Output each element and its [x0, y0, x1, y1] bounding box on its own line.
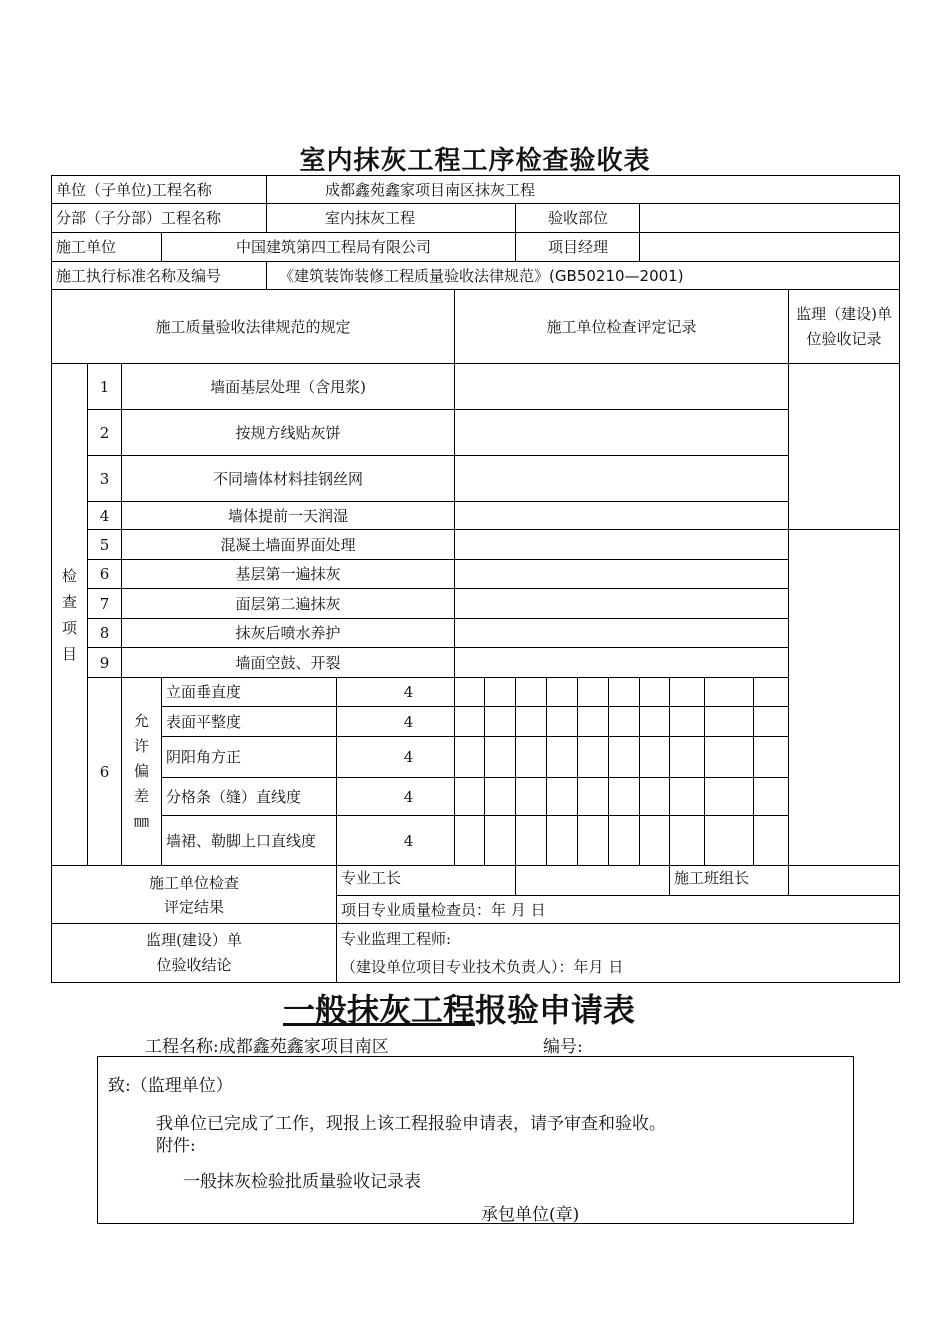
measure-cell[interactable] — [670, 778, 705, 816]
item-record — [455, 648, 789, 678]
team-leader-label: 施工班组长 — [670, 866, 789, 896]
item-record — [455, 530, 789, 560]
col-spec-header: 施工质量验收法律规范的规定 — [52, 290, 455, 364]
addressee: 致:（监理单位） — [108, 1076, 233, 1096]
item-text: 墙面基层处理（含甩浆) — [122, 364, 455, 410]
project-manager-value — [640, 233, 900, 262]
sub-project-value: 室内抹灰工程 — [267, 204, 516, 233]
request-box — [97, 1056, 854, 1224]
measure-cell[interactable] — [578, 678, 609, 707]
table-row — [52, 233, 900, 262]
table-row — [52, 364, 900, 410]
measure-cell[interactable] — [640, 707, 670, 737]
item-no: 5 — [88, 530, 122, 560]
measure-cell[interactable] — [485, 707, 516, 737]
measure-cell[interactable] — [754, 778, 789, 816]
item-record — [455, 589, 789, 619]
measure-cell[interactable] — [754, 678, 789, 707]
item-text: 墙体提前一天润湿 — [122, 502, 455, 530]
measure-cell[interactable] — [485, 678, 516, 707]
standard-label: 施工执行标准名称及编号 — [52, 262, 267, 290]
report-title-rest: 报验申请表 — [475, 991, 636, 1029]
measure-cell[interactable] — [485, 737, 516, 778]
builder-label: 施工单位 — [52, 233, 162, 262]
project-name-line: 工程名称:成都鑫苑鑫家项目南区 — [145, 1037, 389, 1057]
number-label: 编号: — [543, 1037, 583, 1057]
inspection-table — [51, 175, 900, 983]
eval-result-label: 施工单位检查评定结果 — [52, 866, 337, 924]
tolerance-value: 4 — [337, 678, 455, 707]
item-no: 6 — [88, 560, 122, 589]
tolerance-text: 阴阳角方正 — [162, 737, 337, 778]
measure-cell[interactable] — [640, 737, 670, 778]
measure-cell[interactable] — [754, 816, 789, 866]
table-row — [52, 816, 900, 866]
measure-cell[interactable] — [670, 678, 705, 707]
item-record — [455, 619, 789, 648]
report-title — [0, 985, 918, 1031]
team-leader-value[interactable] — [789, 866, 900, 896]
tolerance-text: 立面垂直度 — [162, 678, 337, 707]
measure-cell[interactable] — [516, 737, 547, 778]
measure-cell[interactable] — [455, 737, 485, 778]
supervision-label: 监理(建设）单位验收结论 — [52, 924, 337, 983]
table-row — [52, 707, 900, 737]
measure-cell[interactable] — [609, 707, 640, 737]
item-no: 3 — [88, 456, 122, 502]
attachment-item: 一般抹灰检验批质量验收记录表 — [183, 1172, 421, 1192]
item-text: 按规方线贴灰饼 — [122, 410, 455, 456]
measure-cell[interactable] — [455, 778, 485, 816]
tolerance-text: 分格条（缝）直线度 — [162, 778, 337, 816]
measure-cell[interactable] — [547, 778, 578, 816]
table-row — [52, 502, 900, 530]
contractor-seal: 承包单位(章) — [481, 1205, 580, 1225]
item-record — [455, 560, 789, 589]
measure-cell[interactable] — [455, 707, 485, 737]
standard-value: 《建筑装饰装修工程质量验收法律规范》(GB50210—2001) — [267, 262, 900, 290]
tolerance-value: 4 — [337, 778, 455, 816]
measure-cell[interactable] — [754, 737, 789, 778]
measure-cell[interactable] — [609, 778, 640, 816]
form-title: 室内抹灰工程工序检查验收表 — [299, 146, 651, 176]
item-record — [455, 502, 789, 530]
measure-cell[interactable] — [547, 737, 578, 778]
measure-cell[interactable] — [609, 737, 640, 778]
item-text: 基层第一遍抹灰 — [122, 560, 455, 589]
supervisor-record — [789, 530, 900, 866]
supervision-sign — [337, 924, 900, 983]
item-record — [455, 456, 789, 502]
measure-cell[interactable] — [705, 678, 754, 707]
foreman-value[interactable] — [516, 866, 670, 896]
measure-cell[interactable] — [578, 707, 609, 737]
item-no: 4 — [88, 502, 122, 530]
table-row — [52, 678, 900, 707]
request-body: 我单位已完成了工作，现报上该工程报验申请表，请予审查和验收。 — [156, 1114, 666, 1134]
project-manager-label: 项目经理 — [516, 233, 640, 262]
accept-part-value — [640, 204, 900, 233]
measure-cell[interactable] — [516, 816, 547, 866]
table-row — [52, 924, 900, 983]
item-no: 8 — [88, 619, 122, 648]
item-text: 不同墙体材料挂钢丝网 — [122, 456, 455, 502]
table-row — [52, 262, 900, 290]
table-row — [52, 410, 900, 456]
table-row — [52, 560, 900, 589]
attachment-label: 附件: — [156, 1136, 196, 1156]
measure-cell[interactable] — [705, 707, 754, 737]
measure-cell[interactable] — [640, 778, 670, 816]
tolerance-value: 4 — [337, 737, 455, 778]
item-record — [455, 364, 789, 410]
item-no: 2 — [88, 410, 122, 456]
measure-cell[interactable] — [754, 707, 789, 737]
table-row — [52, 589, 900, 619]
item-record — [455, 410, 789, 456]
tolerance-no: 6 — [88, 678, 122, 866]
tolerance-value: 4 — [337, 707, 455, 737]
measure-cell[interactable] — [485, 816, 516, 866]
quality-inspector: 项目专业质量检查员：年 月 日 — [337, 896, 900, 924]
supervision-engineer: 专业监理工程师: — [341, 930, 452, 948]
measure-cell[interactable] — [516, 678, 547, 707]
measure-cell[interactable] — [705, 737, 754, 778]
measure-cell[interactable] — [640, 678, 670, 707]
measure-cell[interactable] — [547, 678, 578, 707]
item-no: 1 — [88, 364, 122, 410]
measure-cell[interactable] — [578, 778, 609, 816]
sub-project-label: 分部（子分部）工程名称 — [52, 204, 267, 233]
table-row — [52, 866, 900, 896]
measure-cell[interactable] — [670, 737, 705, 778]
item-text: 抹灰后喷水养护 — [122, 619, 455, 648]
col-supervisor-header: 监理（建设)单位验收记录 — [789, 290, 900, 364]
unit-name-value: 成都鑫苑鑫家项目南区抹灰工程 — [267, 176, 900, 204]
measure-cell[interactable] — [547, 707, 578, 737]
tolerance-value: 4 — [337, 816, 455, 866]
builder-value: 中国建筑第四工程局有限公司 — [162, 233, 516, 262]
measure-cell[interactable] — [578, 737, 609, 778]
owner-tech-lead: （建设单位项目专业技术负责人）：年月 日 — [341, 958, 624, 976]
table-row — [52, 456, 900, 502]
measure-cell[interactable] — [705, 816, 754, 866]
table-row — [52, 648, 900, 678]
measure-cell[interactable] — [640, 816, 670, 866]
check-items-label: 检查项目 — [52, 364, 88, 866]
tolerance-text: 表面平整度 — [162, 707, 337, 737]
table-row — [52, 619, 900, 648]
tolerance-text: 墙裙、勒脚上口直线度 — [162, 816, 337, 866]
measure-cell[interactable] — [485, 778, 516, 816]
measure-cell[interactable] — [455, 816, 485, 866]
item-no: 9 — [88, 648, 122, 678]
measure-cell[interactable] — [609, 816, 640, 866]
measure-cell[interactable] — [609, 678, 640, 707]
foreman-label: 专业工长 — [337, 866, 516, 896]
table-row — [52, 176, 900, 204]
table-row — [52, 737, 900, 778]
tolerance-label: 允许偏差㎜ — [122, 678, 162, 866]
measure-cell[interactable] — [455, 678, 485, 707]
table-row — [52, 204, 900, 233]
item-no: 7 — [88, 589, 122, 619]
table-row — [52, 290, 900, 364]
table-row — [52, 530, 900, 560]
report-title-underlined: 一般抹灰工程 — [282, 991, 475, 1029]
measure-cell[interactable] — [670, 707, 705, 737]
measure-cell[interactable] — [547, 816, 578, 866]
accept-part-label: 验收部位 — [516, 204, 640, 233]
col-record-header: 施工单位检查评定记录 — [455, 290, 789, 364]
measure-cell[interactable] — [578, 816, 609, 866]
item-text: 混凝土墙面界面处理 — [122, 530, 455, 560]
item-text: 墙面空鼓、开裂 — [122, 648, 455, 678]
measure-cell[interactable] — [516, 778, 547, 816]
item-text: 面层第二遍抹灰 — [122, 589, 455, 619]
unit-name-label: 单位（子单位)工程名称 — [52, 176, 267, 204]
measure-cell[interactable] — [670, 816, 705, 866]
measure-cell[interactable] — [516, 707, 547, 737]
measure-cell[interactable] — [705, 778, 754, 816]
supervisor-record — [789, 364, 900, 530]
table-row — [52, 778, 900, 816]
